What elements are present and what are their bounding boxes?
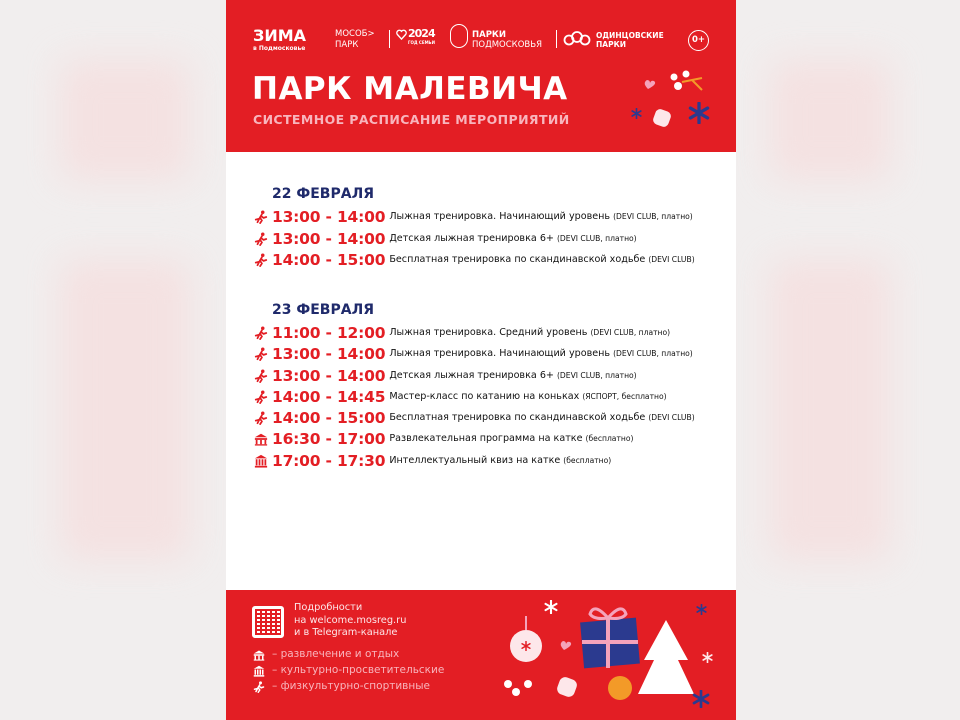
event-time: 14:00 - 15:00	[272, 251, 386, 269]
event-row	[252, 387, 667, 407]
legend-label: – культурно-просветительские	[272, 664, 445, 676]
background-blur	[60, 60, 190, 180]
event-row	[252, 429, 633, 449]
poster-header	[226, 0, 736, 152]
event-row	[252, 250, 695, 270]
info-line: Подробности	[294, 602, 363, 613]
divider	[556, 30, 557, 48]
year-sub-text: ГОД СЕМЬИ	[408, 40, 435, 45]
event-time: 16:30 - 17:00	[272, 430, 386, 448]
museum-icon	[252, 665, 266, 677]
odintsovo-emblem-icon	[563, 30, 591, 48]
year-text: 2024	[408, 27, 435, 40]
sport-icon	[252, 368, 270, 384]
heart-icon	[396, 29, 407, 40]
event-note: (DEVI CLUB, платно)	[556, 234, 637, 243]
mosobl-park-logo: МОСОБ> ПАРК	[335, 29, 375, 50]
event-title: Бесплатная тренировка по скандинавской ходьбе	[389, 412, 646, 423]
museum-icon	[252, 453, 270, 469]
event-time: 13:00 - 14:00	[272, 345, 386, 363]
day-heading: 22 ФЕВРАЛЯ	[272, 186, 374, 202]
winter-decoration-icon	[626, 66, 726, 132]
event-row	[252, 408, 695, 428]
event-title: Лыжная тренировка. Начинающий уровень	[389, 211, 611, 222]
event-note: (DEVI CLUB)	[648, 255, 695, 264]
event-title: Лыжная тренировка. Средний уровень	[389, 327, 588, 338]
event-time: 14:00 - 15:00	[272, 409, 386, 427]
odintsovo-logo-text: ОДИНЦОВСКИЕ	[596, 31, 664, 40]
carousel-icon	[252, 431, 270, 447]
event-note: (DEVI CLUB, платно)	[613, 212, 693, 221]
info-text	[294, 602, 406, 640]
event-time: 13:00 - 14:00	[272, 230, 386, 248]
event-note: (ЯСПОРТ, бесплатно)	[582, 392, 667, 401]
event-title: Развлекательная программа на катке	[389, 433, 583, 444]
family-year-logo	[408, 28, 435, 46]
page-subtitle: СИСТЕМНОЕ РАСПИСАНИЕ МЕРОПРИЯТИЙ	[253, 112, 570, 127]
event-row	[252, 366, 637, 386]
sport-icon	[252, 346, 270, 362]
day-heading: 23 ФЕВРАЛЯ	[272, 302, 374, 318]
sport-icon	[252, 325, 270, 341]
event-title: Детская лыжная тренировка 6+	[389, 233, 554, 244]
event-title: Детская лыжная тренировка 6+	[389, 370, 554, 381]
page-title: ПАРК МАЛЕВИЧА	[252, 71, 568, 107]
age-rating-badge: 0+	[688, 30, 709, 51]
event-time: 17:00 - 17:30	[272, 452, 386, 470]
sport-icon	[252, 252, 270, 268]
event-note: (DEVI CLUB, платно)	[556, 371, 637, 380]
event-title: Мастер-класс по катанию на коньках	[389, 391, 580, 402]
legend-item	[252, 648, 399, 661]
sport-icon	[252, 209, 270, 225]
event-row	[252, 344, 693, 364]
event-row	[252, 207, 693, 227]
event-time: 13:00 - 14:00	[272, 208, 386, 226]
event-note: (бесплатно)	[585, 434, 634, 443]
background-blur	[60, 260, 190, 560]
event-row	[252, 323, 670, 343]
legend-label: – развлечение и отдых	[272, 648, 400, 660]
event-note: (DEVI CLUB, платно)	[590, 328, 671, 337]
parks-emblem-icon	[450, 24, 468, 48]
sport-icon	[252, 389, 270, 405]
qr-code[interactable]	[252, 606, 284, 638]
event-row	[252, 451, 611, 471]
zima-logo-sub: в Подмосковье	[253, 45, 306, 52]
odintsovo-logo	[596, 31, 664, 49]
zima-logo	[253, 27, 306, 53]
background-blur	[770, 260, 890, 560]
schedule-poster	[226, 0, 736, 720]
event-note: (бесплатно)	[563, 456, 612, 465]
parks-logo-sub: ПОДМОСКОВЬЯ	[472, 40, 542, 50]
parks-logo-text: ПАРКИ	[472, 30, 506, 40]
legend-item	[252, 680, 430, 693]
divider	[389, 30, 390, 48]
event-time: 11:00 - 12:00	[272, 324, 386, 342]
info-line: на welcome.mosreg.ru	[294, 614, 407, 626]
event-row	[252, 229, 637, 249]
sport-icon	[252, 410, 270, 426]
odintsovo-logo-sub: ПАРКИ	[596, 40, 626, 49]
carousel-icon	[252, 649, 266, 661]
sport-icon	[252, 231, 270, 247]
event-time: 14:00 - 14:45	[272, 388, 386, 406]
event-title: Интеллектуальный квиз на катке	[389, 455, 561, 466]
event-note: (DEVI CLUB, платно)	[613, 349, 693, 358]
event-title: Бесплатная тренировка по скандинавской ходьбе	[389, 254, 646, 265]
parks-logo	[472, 30, 542, 50]
background-blur	[770, 60, 890, 180]
event-time: 13:00 - 14:00	[272, 367, 386, 385]
event-title: Лыжная тренировка. Начинающий уровень	[389, 348, 611, 359]
winter-gifts-decoration-icon	[496, 596, 726, 718]
sport-icon	[252, 681, 266, 693]
info-line: и в Telegram-канале	[294, 627, 398, 638]
legend-label: – физкультурно-спортивные	[272, 680, 430, 692]
legend-item	[252, 664, 444, 677]
event-note: (DEVI CLUB)	[648, 413, 695, 422]
zima-logo-text: ЗИМА	[253, 26, 307, 45]
poster-footer	[226, 590, 736, 720]
